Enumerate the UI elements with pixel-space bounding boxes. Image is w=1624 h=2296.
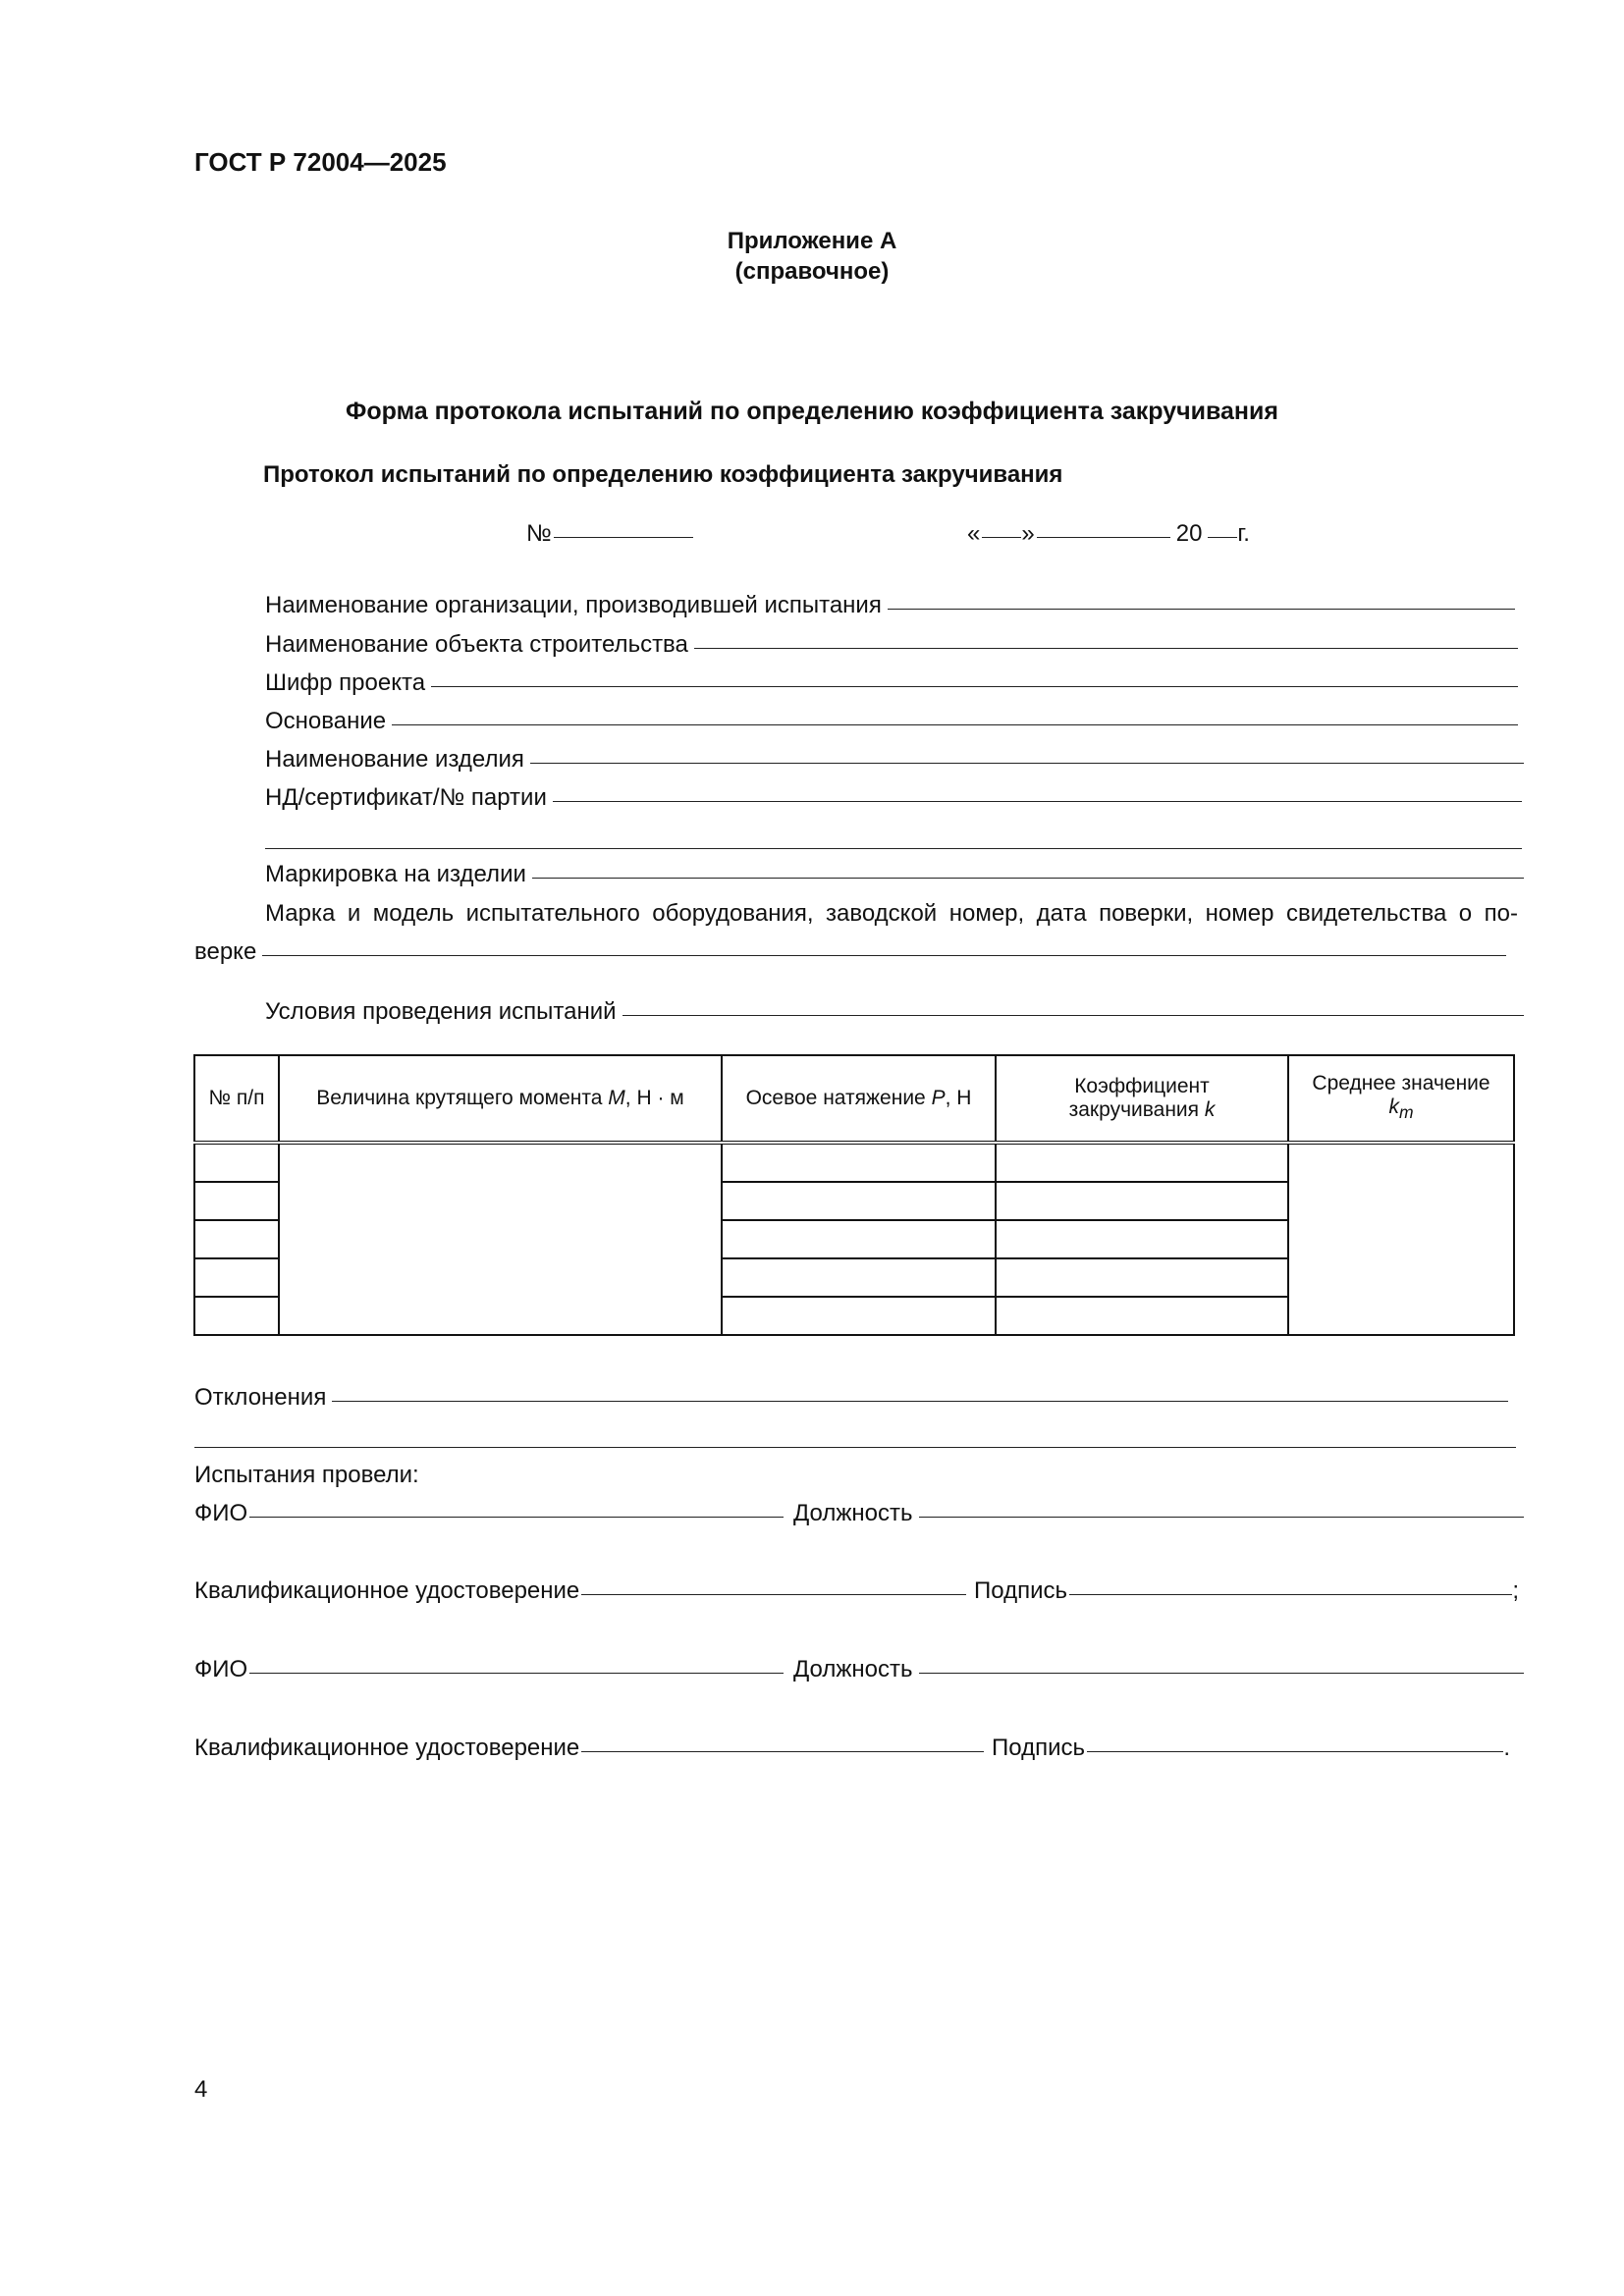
- year-blank: [1208, 536, 1237, 538]
- col-header-number: № п/п: [194, 1055, 279, 1143]
- label-object: Наименование объекта строительства: [265, 631, 688, 658]
- blank-deviations: [332, 1400, 1508, 1402]
- label-fio-1: ФИО: [194, 1500, 248, 1526]
- blank-fio-2: [249, 1672, 784, 1674]
- table-header-row: [194, 1055, 1514, 1143]
- col-header-torque: Величина крутящего момента M, Н · м: [279, 1055, 722, 1143]
- blank-qualification-2: [581, 1750, 984, 1752]
- label-marking: Маркировка на изделии: [265, 861, 526, 887]
- blank-object: [694, 647, 1518, 649]
- protocol-number-field[interactable]: [526, 520, 693, 548]
- label-signature-1: Подпись: [974, 1577, 1067, 1604]
- cell-coefficient[interactable]: [996, 1258, 1288, 1297]
- field-signature-2[interactable]: [992, 1735, 1510, 1762]
- results-table: [193, 1054, 1515, 1336]
- cell-tension[interactable]: [722, 1220, 996, 1258]
- blank-basis: [392, 723, 1518, 725]
- cell-coefficient[interactable]: [996, 1182, 1288, 1220]
- cell-coefficient[interactable]: [996, 1220, 1288, 1258]
- label-equipment: Марка и модель испытательного оборудования, заводской номер, дата поверки, номер свидетельства о по-: [265, 900, 1518, 927]
- cell-tension[interactable]: [722, 1258, 996, 1297]
- blank-nd-certificate: [553, 800, 1522, 802]
- label-qualification-2: Квалификационное удостоверение: [194, 1735, 580, 1761]
- col-header-coefficient: Коэффициент закручивания k: [996, 1055, 1288, 1143]
- date-year-suffix: г.: [1237, 520, 1250, 547]
- col-header-tension: Осевое натяжение P, Н: [722, 1055, 996, 1143]
- label-product-name: Наименование изделия: [265, 746, 524, 773]
- blank-signature-2: [1087, 1750, 1503, 1752]
- cell-tension[interactable]: [722, 1297, 996, 1335]
- cell-number[interactable]: [194, 1182, 279, 1220]
- protocol-date-field[interactable]: [967, 520, 1262, 548]
- cell-coefficient[interactable]: [996, 1143, 1288, 1182]
- field-equipment[interactable]: [194, 938, 1506, 966]
- field-project-cipher[interactable]: [265, 669, 1518, 697]
- field-qualification-1[interactable]: [194, 1577, 966, 1605]
- blank-marking: [532, 877, 1524, 879]
- blank-position-1: [919, 1516, 1525, 1518]
- blank-equipment: [262, 954, 1506, 956]
- blank-product-name: [530, 762, 1524, 764]
- label-conditions: Условия проведения испытаний: [265, 998, 617, 1025]
- appendix-type: (справочное): [734, 258, 890, 285]
- blank-signature-1: [1069, 1593, 1512, 1595]
- number-label: №: [526, 520, 552, 547]
- field-basis[interactable]: [265, 708, 1518, 735]
- blank-organization: [888, 608, 1515, 610]
- label-position-2: Должность: [793, 1656, 913, 1682]
- month-blank: [1037, 536, 1170, 538]
- number-blank: [554, 536, 693, 538]
- field-position-1[interactable]: [793, 1500, 1524, 1527]
- date-close-quote: »: [1021, 520, 1035, 547]
- field-object[interactable]: [265, 631, 1518, 659]
- field-conditions[interactable]: [265, 998, 1524, 1026]
- page-number: 4: [194, 2076, 208, 2103]
- label-deviations: Отклонения: [194, 1384, 327, 1411]
- day-blank: [982, 536, 1021, 538]
- date-open-quote: «: [967, 520, 981, 547]
- cell-coefficient[interactable]: [996, 1297, 1288, 1335]
- signature-2-period: .: [1503, 1735, 1510, 1761]
- cell-tension[interactable]: [722, 1182, 996, 1220]
- field-signature-1[interactable]: [974, 1577, 1519, 1605]
- label-signature-2: Подпись: [992, 1735, 1085, 1761]
- cell-tension[interactable]: [722, 1143, 996, 1182]
- blank-position-2: [919, 1672, 1525, 1674]
- field-position-2[interactable]: [793, 1656, 1524, 1683]
- field-organization[interactable]: [265, 592, 1515, 619]
- cell-number[interactable]: [194, 1220, 279, 1258]
- blank-project-cipher: [431, 685, 1518, 687]
- blank-conditions: [623, 1014, 1524, 1016]
- table-row: [194, 1143, 1514, 1182]
- field-deviations[interactable]: [194, 1384, 1508, 1412]
- label-project-cipher: Шифр проекта: [265, 669, 426, 696]
- label-organization: Наименование организации, производившей испытания: [265, 592, 882, 618]
- cell-mean[interactable]: [1288, 1143, 1514, 1335]
- blank-qualification-1: [581, 1593, 966, 1595]
- label-equipment-cont: верке: [194, 938, 257, 965]
- col-header-mean: Среднее значение $k_m$: [1288, 1055, 1514, 1143]
- label-position-1: Должность: [793, 1500, 913, 1526]
- label-nd-certificate: НД/сертификат/№ партии: [265, 784, 547, 811]
- form-title: Форма протокола испытаний по определению коэффициента закручивания: [346, 398, 1278, 425]
- field-nd-certificate[interactable]: [265, 784, 1522, 812]
- blank-fio-1: [249, 1516, 784, 1518]
- cell-number[interactable]: [194, 1297, 279, 1335]
- label-qualification-1: Квалификационное удостоверение: [194, 1577, 580, 1604]
- field-marking[interactable]: [265, 861, 1524, 888]
- cell-number[interactable]: [194, 1258, 279, 1297]
- field-fio-2[interactable]: [194, 1656, 784, 1683]
- blank-deviations-continued[interactable]: [194, 1447, 1516, 1448]
- conducted-by-label: Испытания провели:: [194, 1462, 419, 1488]
- field-product-name[interactable]: [265, 746, 1524, 774]
- label-fio-2: ФИО: [194, 1656, 248, 1682]
- standard-code: ГОСТ Р 72004—2025: [194, 147, 447, 177]
- date-year: 20: [1175, 520, 1203, 547]
- cell-torque[interactable]: [279, 1143, 722, 1335]
- appendix-title: Приложение А: [727, 228, 897, 254]
- field-qualification-2[interactable]: [194, 1735, 984, 1762]
- form-subtitle: Протокол испытаний по определению коэффициента закручивания: [263, 461, 1063, 488]
- field-fio-1[interactable]: [194, 1500, 784, 1527]
- label-basis: Основание: [265, 708, 387, 734]
- cell-number[interactable]: [194, 1143, 279, 1182]
- signature-1-semicolon: ;: [1512, 1577, 1519, 1604]
- blank-nd-certificate-continued[interactable]: [265, 848, 1522, 849]
